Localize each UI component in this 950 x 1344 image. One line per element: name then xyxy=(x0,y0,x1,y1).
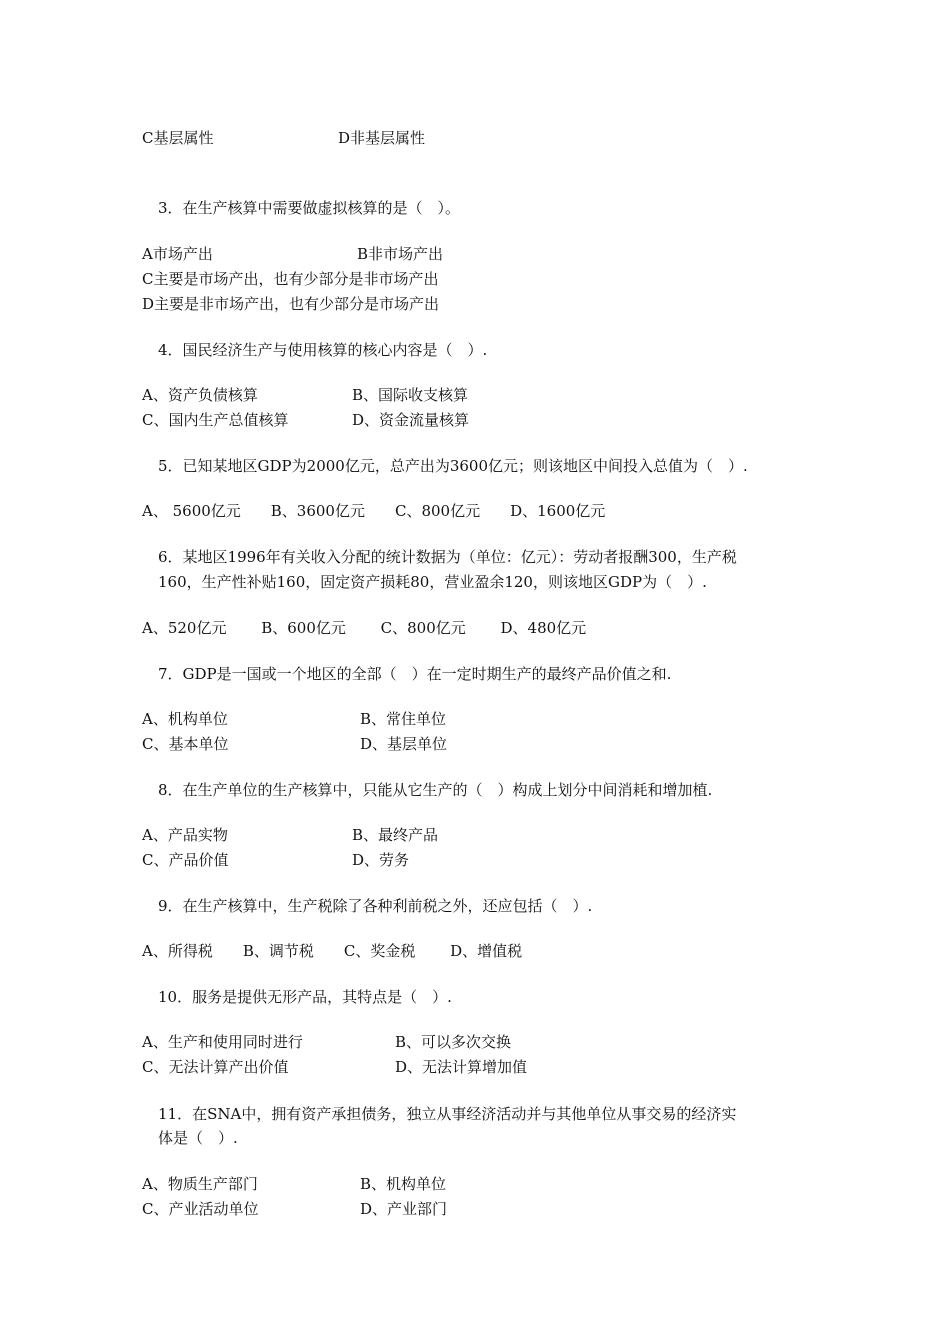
q6-stem-line2: 160，生产性补贴160，固定资产损耗80，营业盈余120，则该地区GDP为（ ）. xyxy=(158,573,707,591)
q4-stem: 4．国民经济生产与使用核算的核心内容是（ ）. xyxy=(158,341,488,359)
q8-stem: 8．在生产单位的生产核算中，只能从它生产的（ ）构成上划分中间消耗和增加植. xyxy=(158,781,713,799)
q11-option-b: B、机构单位 xyxy=(360,1175,447,1193)
q3-option-c: C主要是市场产出，也有少部分是非市场产出 xyxy=(142,270,439,288)
q11-option-c: C、产业活动单位 xyxy=(142,1200,259,1218)
q3-option-d: D主要是非市场产出，也有少部分是市场产出 xyxy=(142,295,440,313)
q2-option-d: D非基层属性 xyxy=(338,129,426,147)
q10-option-d: D、无法计算增加值 xyxy=(395,1058,528,1076)
q9-options: A、所得税 B、调节税 C、奖金税 D、增值税 xyxy=(142,942,523,960)
q11-option-a: A、物质生产部门 xyxy=(142,1175,258,1193)
q5-options: A、 5600亿元 B、3600亿元 C、800亿元 D、1600亿元 xyxy=(142,502,606,520)
q8-option-c: C、产品价值 xyxy=(142,851,229,869)
q2-option-c: C基层属性 xyxy=(142,129,214,147)
q6-stem-line1: 6．某地区1996年有关收入分配的统计数据为（单位：亿元）：劳动者报酬300，生产税 xyxy=(158,548,737,566)
q8-option-d: D、劳务 xyxy=(352,851,410,869)
q5-stem: 5．已知某地区GDP为2000亿元，总产出为3600亿元；则该地区中间投入总值为（ ）. xyxy=(158,457,748,475)
q7-option-c: C、基本单位 xyxy=(142,735,229,753)
q7-option-d: D、基层单位 xyxy=(360,735,448,753)
q11-stem-line1: 11．在SNA中，拥有资产承担债务，独立从事经济活动并与其他单位从事交易的经济实 xyxy=(158,1105,737,1123)
q4-option-d: D、资金流量核算 xyxy=(352,411,470,429)
q3-option-a: A市场产出 xyxy=(142,245,213,263)
q7-option-b: B、常住单位 xyxy=(360,710,447,728)
q11-stem-line2: 体是（ ）. xyxy=(158,1129,238,1147)
q7-stem: 7．GDP是一国或一个地区的全部（ ）在一定时期生产的最终产品价值之和. xyxy=(158,665,672,683)
q8-option-a: A、产品实物 xyxy=(142,826,228,844)
q10-option-a: A、生产和使用同时进行 xyxy=(142,1033,303,1051)
q4-option-b: B、国际收支核算 xyxy=(352,386,469,404)
q10-stem: 10．服务是提供无形产品，其特点是（ ）. xyxy=(158,988,452,1006)
q9-stem: 9．在生产核算中，生产税除了各种利前税之外，还应包括（ ）. xyxy=(158,897,593,915)
q8-option-b: B、最终产品 xyxy=(352,826,439,844)
q11-option-d: D、产业部门 xyxy=(360,1200,448,1218)
q4-option-a: A、资产负债核算 xyxy=(142,386,258,404)
q6-options: A、520亿元 B、600亿元 C、800亿元 D、480亿元 xyxy=(142,619,587,637)
q7-option-a: A、机构单位 xyxy=(142,710,228,728)
q3-option-b: B非市场产出 xyxy=(357,245,444,263)
q10-option-b: B、可以多次交换 xyxy=(395,1033,512,1051)
q3-stem: 3．在生产核算中需要做虚拟核算的是（ ）。 xyxy=(158,199,461,217)
q4-option-c: C、国内生产总值核算 xyxy=(142,411,289,429)
q10-option-c: C、无法计算产出价值 xyxy=(142,1058,289,1076)
